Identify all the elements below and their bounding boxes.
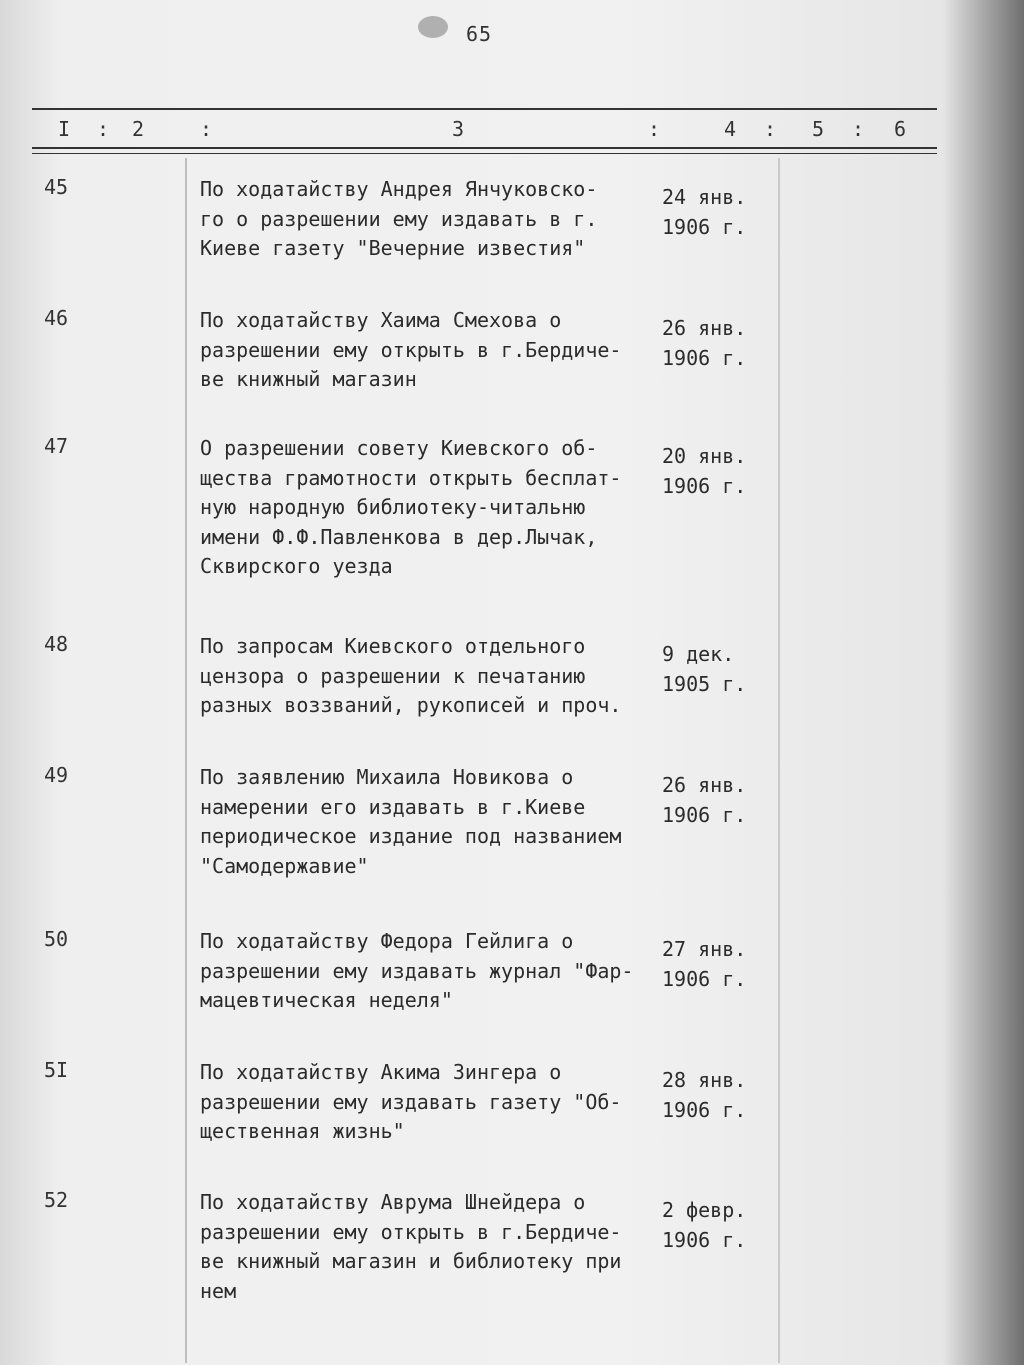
column-header-6: 6 (894, 117, 907, 141)
column-separator: : (764, 117, 777, 141)
column-header-3: 3 (452, 117, 465, 141)
entry-date: 27 янв. 1906 г. (662, 937, 747, 991)
entry-date: 26 янв. 1906 г. (662, 773, 747, 827)
header-top-rule (32, 108, 937, 110)
entry-date: 20 янв. 1906 г. (662, 444, 747, 498)
entry-number: 47 (44, 434, 69, 458)
column-separator: : (200, 117, 213, 141)
entry-date: 28 янв. 1906 г. (662, 1068, 747, 1122)
entry-date: 26 янв. 1906 г. (662, 316, 747, 370)
entry-number: 49 (44, 763, 69, 787)
entry-date: 24 янв. 1906 г. (662, 185, 747, 239)
column-header-1: I (58, 117, 71, 141)
column-header-4: 4 (724, 117, 737, 141)
entry-number: 52 (44, 1188, 69, 1212)
header-bottom-rule (32, 147, 937, 149)
entry-description: О разрешении совету Киевского об- щества грамотности открыть бесплат- ную народную библиотеку-читальню имени Ф.Ф.Павленкова в дер.Лычак, Сквирского уезда (200, 436, 622, 578)
entry-description: По ходатайству Акима Зингера о разрешении ему издавать газету "Об- щественная жизнь" (200, 1060, 622, 1143)
entry-description: По запросам Киевского отдельного цензора о разрешении к печатанию разных воззваний, рукописей и проч. (200, 634, 622, 717)
column-separator: : (852, 117, 865, 141)
entry-date: 2 февр. 1906 г. (662, 1198, 747, 1252)
entry-number: 50 (44, 927, 69, 951)
entry-description: По ходатайству Хаима Смехова о разрешении ему открыть в г.Бердиче- ве книжный магазин (200, 308, 622, 391)
entry-number: 48 (44, 632, 69, 656)
entry-number: 45 (44, 175, 69, 199)
entry-date: 9 дек. 1905 г. (662, 642, 747, 696)
column-divider-left (185, 158, 187, 1363)
page-number: 65 (466, 22, 493, 46)
entry-description: По ходатайству Андрея Янчуковско- го о разрешении ему издавать в г. Киеве газету "Вечерние известия" (200, 177, 598, 260)
column-header-2: 2 (132, 117, 145, 141)
entry-number: 46 (44, 306, 69, 330)
entry-description: По ходатайству Аврума Шнейдера о разрешении ему открыть в г.Бердиче- ве книжный магазин и библиотеку при нем (200, 1190, 622, 1303)
entry-description: По заявлению Михаила Новикова о намерении его издавать в г.Киеве периодическое издание под названием "Самодержавие" (200, 765, 622, 878)
entry-description: По ходатайству Федора Гейлига о разрешении ему издавать журнал "Фар- мацевтическая неделя" (200, 929, 634, 1012)
column-header-5: 5 (812, 117, 825, 141)
column-separator: : (97, 117, 110, 141)
punch-hole-mark (418, 16, 448, 38)
entry-number: 5I (44, 1058, 69, 1082)
column-separator: : (648, 117, 661, 141)
header-bottom-rule-thin (32, 153, 937, 154)
